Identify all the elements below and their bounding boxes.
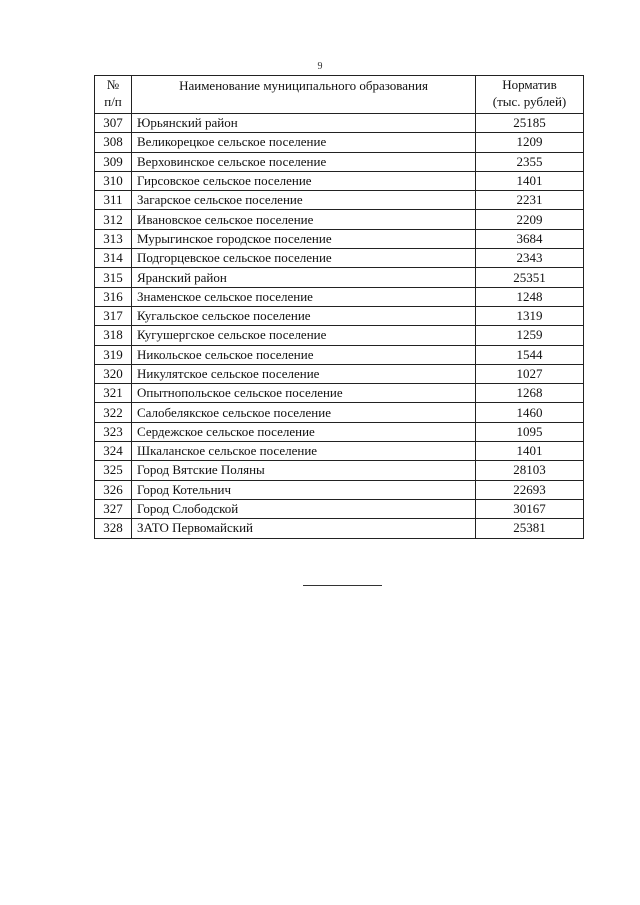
row-number: 323 (95, 422, 132, 441)
page-number: 9 (317, 61, 323, 72)
row-norm: 22693 (476, 480, 584, 499)
row-name: Загарское сельское поселение (132, 191, 476, 210)
table-row (95, 191, 584, 210)
row-name: Знаменское сельское поселение (132, 287, 476, 306)
row-norm: 2209 (476, 210, 584, 229)
table-row (95, 326, 584, 345)
row-name: Никольское сельское поселение (132, 345, 476, 364)
row-norm: 1095 (476, 422, 584, 441)
row-norm: 1460 (476, 403, 584, 422)
table-body (95, 114, 584, 539)
row-number: 316 (95, 287, 132, 306)
row-number: 315 (95, 268, 132, 287)
row-number: 328 (95, 519, 132, 538)
table-row (95, 287, 584, 306)
table-row (95, 268, 584, 287)
row-norm: 1544 (476, 345, 584, 364)
row-name: Ивановское сельское поселение (132, 210, 476, 229)
row-norm: 2231 (476, 191, 584, 210)
table-row (95, 249, 584, 268)
row-norm: 30167 (476, 499, 584, 518)
table-row (95, 133, 584, 152)
row-norm: 1027 (476, 364, 584, 383)
row-norm: 1259 (476, 326, 584, 345)
table-row (95, 403, 584, 422)
header-name-text: Наименование муниципального образования (179, 78, 428, 93)
table-row (95, 499, 584, 518)
table-row (95, 306, 584, 325)
header-norm-line2: (тыс. рублей) (492, 94, 567, 109)
row-name: Юрьянский район (132, 114, 476, 133)
row-name: Сердежское сельское поселение (132, 422, 476, 441)
table-row (95, 229, 584, 248)
row-name: Яранский район (132, 268, 476, 287)
table-row (95, 480, 584, 499)
norms-table (94, 75, 584, 539)
row-number: 310 (95, 171, 132, 190)
row-name: Кугушергское сельское поселение (132, 326, 476, 345)
row-name: Никулятское сельское поселение (132, 364, 476, 383)
row-name: Город Вятские Поляны (132, 461, 476, 480)
row-number: 322 (95, 403, 132, 422)
row-norm: 1401 (476, 171, 584, 190)
row-number: 312 (95, 210, 132, 229)
header-name (132, 76, 476, 114)
header-number-line1: № (106, 77, 120, 92)
row-number: 319 (95, 345, 132, 364)
row-norm: 1319 (476, 306, 584, 325)
table-row (95, 461, 584, 480)
row-name: Подгорцевское сельское поселение (132, 249, 476, 268)
row-number: 313 (95, 229, 132, 248)
row-norm: 25351 (476, 268, 584, 287)
row-norm: 28103 (476, 461, 584, 480)
row-name: Опытнопольское сельское поселение (132, 384, 476, 403)
table-row (95, 171, 584, 190)
table-row (95, 114, 584, 133)
row-number: 314 (95, 249, 132, 268)
row-name: ЗАТО Первомайский (132, 519, 476, 538)
row-number: 318 (95, 326, 132, 345)
row-number: 320 (95, 364, 132, 383)
table-row (95, 422, 584, 441)
row-norm: 2355 (476, 152, 584, 171)
row-number: 324 (95, 442, 132, 461)
end-rule (303, 585, 382, 586)
row-name: Город Слободской (132, 499, 476, 518)
row-name: Салобелякское сельское поселение (132, 403, 476, 422)
row-norm: 1401 (476, 442, 584, 461)
row-norm: 3684 (476, 229, 584, 248)
row-number: 317 (95, 306, 132, 325)
row-number: 311 (95, 191, 132, 210)
row-number: 321 (95, 384, 132, 403)
row-name: Кугальское сельское поселение (132, 306, 476, 325)
row-number: 325 (95, 461, 132, 480)
row-number: 308 (95, 133, 132, 152)
header-norm-line1: Норматив (502, 77, 557, 92)
header-row (95, 76, 584, 114)
table-row (95, 152, 584, 171)
row-name: Город Котельнич (132, 480, 476, 499)
table-row (95, 442, 584, 461)
row-number: 327 (95, 499, 132, 518)
header-number (95, 76, 132, 114)
row-norm: 1268 (476, 384, 584, 403)
row-name: Великорецкое сельское поселение (132, 133, 476, 152)
header-norm (476, 76, 584, 114)
row-norm: 2343 (476, 249, 584, 268)
row-number: 309 (95, 152, 132, 171)
row-norm: 1248 (476, 287, 584, 306)
row-number: 326 (95, 480, 132, 499)
row-norm: 25381 (476, 519, 584, 538)
row-name: Мурыгинское городское поселение (132, 229, 476, 248)
table-row (95, 210, 584, 229)
row-name: Шкаланское сельское поселение (132, 442, 476, 461)
row-number: 307 (95, 114, 132, 133)
table-row (95, 345, 584, 364)
row-norm: 25185 (476, 114, 584, 133)
row-name: Верховинское сельское поселение (132, 152, 476, 171)
row-name: Гирсовское сельское поселение (132, 171, 476, 190)
table-row (95, 519, 584, 538)
table-header (95, 76, 584, 114)
table-row (95, 364, 584, 383)
header-number-line2: п/п (104, 94, 122, 109)
table-row (95, 384, 584, 403)
row-norm: 1209 (476, 133, 584, 152)
